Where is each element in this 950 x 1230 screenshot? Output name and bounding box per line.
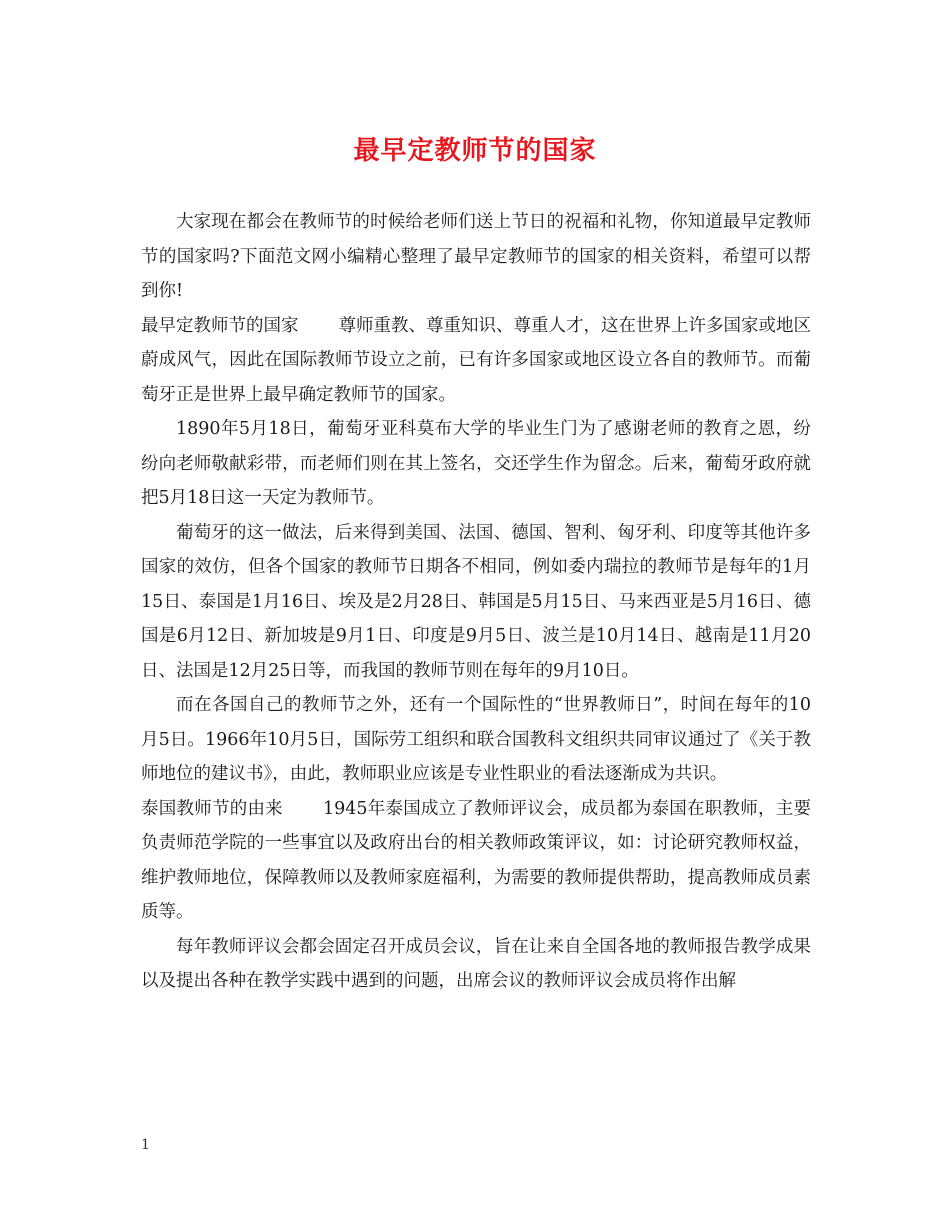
document-title: 最早定教师节的国家 [353, 136, 597, 166]
section-text-earliest-country: 尊师重教、尊重知识、尊重人才，这在世界上许多国家或地区蔚成风气，因此在国际教师节设立之前，已有许多国家或地区设立各自的教师节。而葡萄牙正是世界上最早确定教师节的国家。 [141, 315, 811, 405]
paragraph-intro: 大家现在都会在教师节的时候给老师们送上节日的祝福和礼物，你知道最早定教师节的国家吗?下面范文网小编精心整理了最早定教师节的国家的相关资料，希望可以帮到你! [141, 212, 811, 301]
section-text-thailand-origin: 1945年泰国成立了教师评议会，成员都为泰国在职教师，主要负责师范学院的一些事宜以及政府出台的相关教师政策评议，如：讨论研究教师权益，维护教师地位，保障教师以及教师家庭福利，为需要的教师提供帮助，提高教师成员素质等。 [141, 798, 811, 922]
paragraph-thailand-origin [141, 792, 811, 930]
paragraph-annual-meeting: 每年教师评议会都会固定召开成员会议，旨在让来自全国各地的教师报告教学成果以及提出各种在教学实践中遇到的问题，出席会议的教师评议会成员将作出解 [141, 936, 811, 991]
paragraph-portugal-1890: 1890年5月18日，葡萄牙亚科莫布大学的毕业生门为了感谢老师的教育之恩，纷纷向老师敬献彩带，而老师们则在其上签名，交还学生作为留念。后来，葡萄牙政府就把5月18日这一天定为教师节。 [141, 419, 811, 508]
paragraph-earliest-country [141, 309, 811, 413]
paragraph-world-teachers-day: 而在各国自己的教师节之外，还有一个国际性的“世界教师日”，时间在每年的10月5日。1966年10月5日，国际劳工组织和联合国教科文组织共同审议通过了《关于教师地位的建议书》，由此，教师职业应该是专业性职业的看法逐渐成为共识。 [141, 695, 811, 784]
section-heading-thailand-origin: 泰国教师节的由来 [141, 798, 283, 819]
page-number: 1 [141, 1137, 150, 1153]
document-body [141, 205, 811, 999]
section-heading-earliest-country: 最早定教师节的国家 [141, 315, 299, 336]
paragraph-other-countries: 葡萄牙的这一做法，后来得到美国、法国、德国、智利、匈牙利、印度等其他许多国家的效仿，但各个国家的教师节日期各不相同，例如委内瑞拉的教师节是每年的1月15日、泰国是1月16日、埃及是2月28日、韩国是5月15日、马来西亚是5月16日、德国是6月12日、新加坡是9月1日、印度是9月5日、波兰是10月14日、越南是11月20日、法国是12月25日等，而我国的教师节则在每年的9月10日。 [141, 522, 811, 681]
